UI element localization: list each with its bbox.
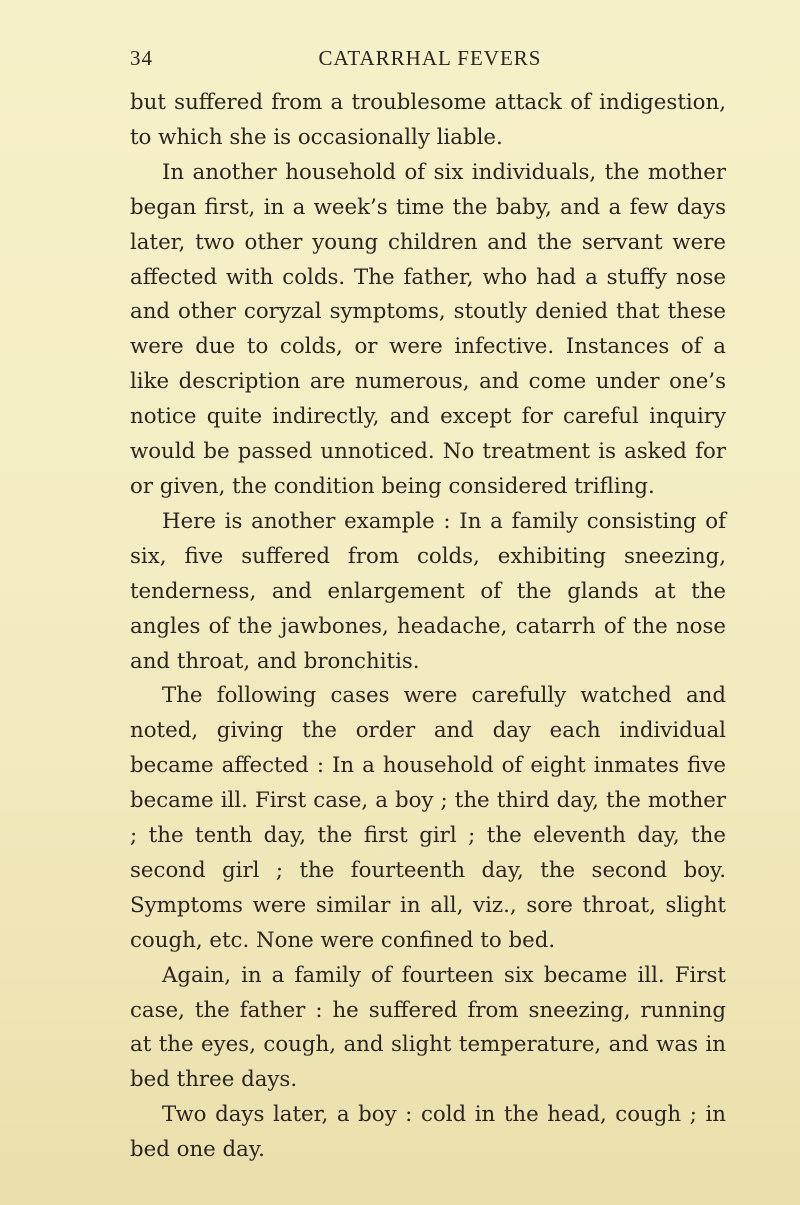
paragraph-household-of-six: In another household of six individuals, the mother began first, in a week’s time the baby, and a few days later, two other young children and the servant were affected with colds. The father, who had a stuffy nose and other coryzal symptoms, stoutly denied that these were due to colds, or were infective. Instances of a like description are numerous, and come under one’s notice quite indirectly, and except for careful inquiry would be passed unnoticed. No treatment is asked for or given, the condition being considered trifling. [130, 159, 726, 499]
paragraph-another-example: Here is another example : In a family consisting of six, five suffered from colds, exhibiting sneezing, tenderness, and enlargement of the glands at the angles of the jawbones, headache, catarrh of the nose and throat, and bronchitis. [130, 508, 726, 674]
running-title: CATARRHAL FEVERS [318, 46, 542, 70]
paragraph-family-of-fourteen: Again, in a family of fourteen six became ill. First case, the father : he suffered from sneezing, running at the eyes, cough, and slight temperature, and was in bed three days. [130, 962, 726, 1093]
body-text [130, 86, 726, 1168]
paragraph-following-cases: The following cases were carefully watched and noted, giving the order and day each individual became affected : In a household of eight inmates five became ill. First case, a boy ; the third day, the mother ; the tenth day, the first girl ; the eleventh day, the second girl ; the fourteenth day, the second boy. Symptoms were similar in all, viz., sore throat, slight cough, etc. None were confined to bed. [130, 683, 726, 953]
paragraph-continuation: but suffered from a troublesome attack of indigestion, to which she is occasionally liable. [130, 90, 726, 150]
running-head [130, 46, 730, 74]
paragraph-two-days-later: Two days later, a boy : cold in the head, cough ; in bed one day. [130, 1102, 726, 1163]
page-number: 34 [130, 46, 153, 70]
